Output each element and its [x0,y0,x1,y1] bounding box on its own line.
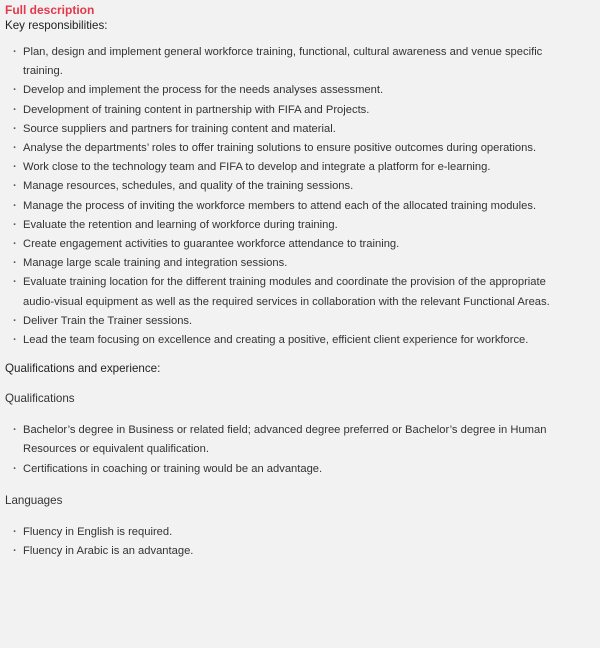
list-item: · Certifications in coaching or training would be an advantage. [5,460,575,479]
list-item: · Lead the team focusing on excellence and creating a positive, efficient client experience for workforce. [5,331,575,350]
languages-list [5,523,595,561]
list-item: · Work close to the technology team and FIFA to develop and integrate a platform for e-learning. [5,158,575,177]
list-item: · Fluency in English is required. [5,523,575,542]
key-responsibilities-label: Key responsibilities: [5,19,108,32]
list-item: · Manage large scale training and integration sessions. [5,254,575,273]
list-item: · Evaluate training location for the different training modules and coordinate the provision of the appropriate audio-visual equipment as well as the required services in collaboration with the relevant Functional Areas. [5,273,575,311]
list-item: · Plan, design and implement general workforce training, functional, cultural awareness and venue specific training. [5,43,575,81]
qualifications-experience-label: Qualifications and experience: [5,362,161,376]
qualifications-label: Qualifications [5,392,75,406]
section-title: Full description [5,3,95,17]
list-item: · Manage the process of inviting the workforce members to attend each of the allocated training modules. [5,197,575,216]
full-description-section [5,2,595,561]
list-item: · Analyse the departments’ roles to offer training solutions to ensure positive outcomes during operations. [5,139,575,158]
qualifications-list [5,421,595,479]
list-item: · Bachelor’s degree in Business or related field; advanced degree preferred or Bachelor’s degree in Human Resources or equivalent qualification. [5,421,575,459]
list-item: · Develop and implement the process for the needs analyses assessment. [5,81,575,100]
list-item: · Create engagement activities to guarantee workforce attendance to training. [5,235,575,254]
list-item: · Evaluate the retention and learning of workforce during training. [5,216,575,235]
list-item: · Manage resources, schedules, and quality of the training sessions. [5,177,575,196]
languages-label: Languages [5,493,63,507]
list-item: · Deliver Train the Trainer sessions. [5,312,575,331]
responsibilities-list [5,43,595,350]
list-item: · Source suppliers and partners for training content and material. [5,120,575,139]
list-item: · Development of training content in partnership with FIFA and Projects. [5,101,575,120]
list-item: · Fluency in Arabic is an advantage. [5,542,575,561]
